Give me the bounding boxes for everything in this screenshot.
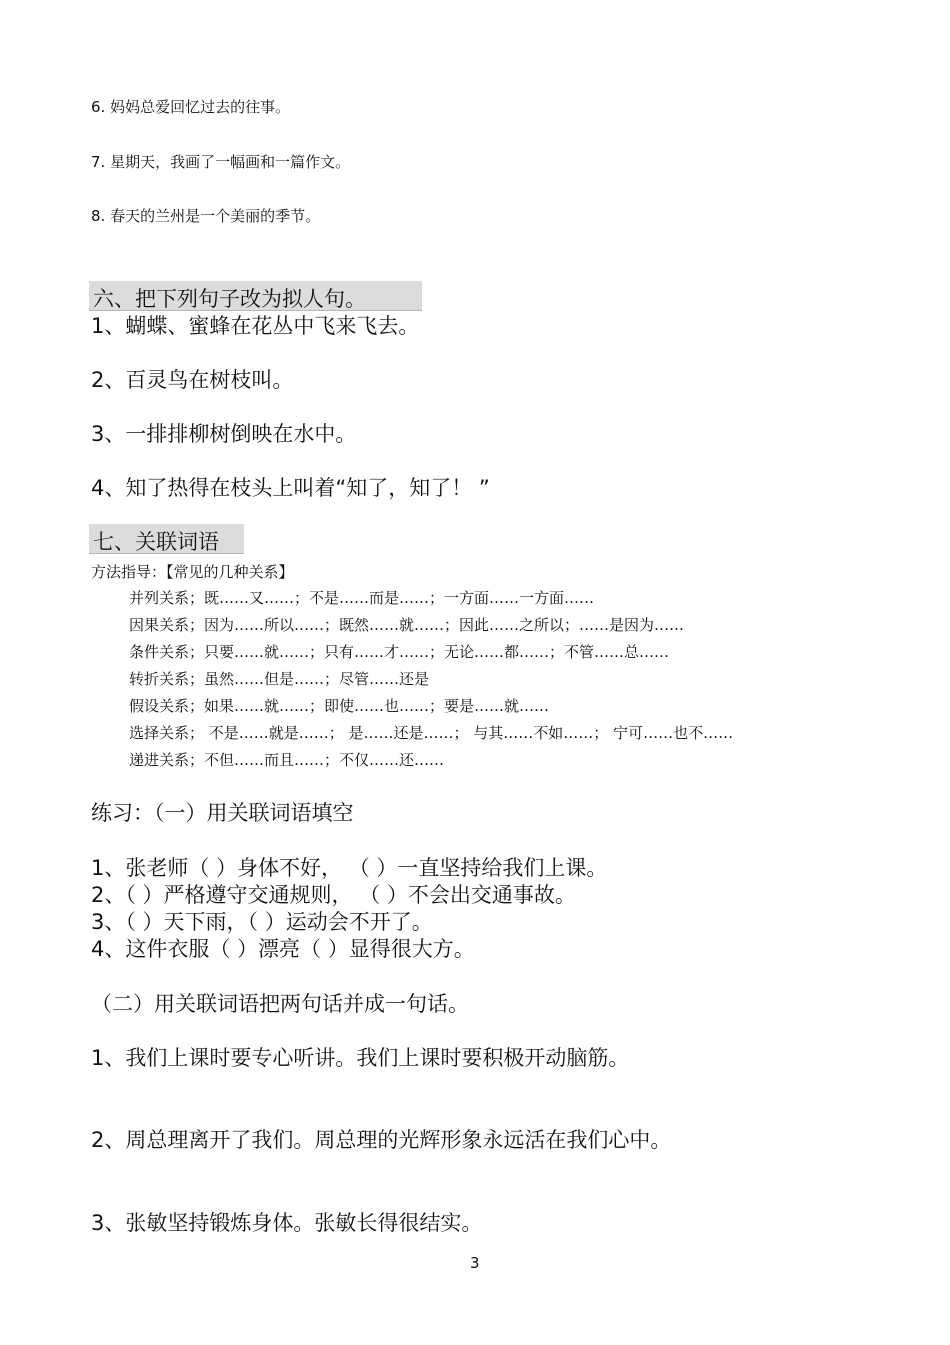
- fill-item-2: 2、（ ）严格遵守交通规则， （ ）不会出交通事故。: [91, 883, 576, 907]
- page-number: 3: [470, 1254, 480, 1272]
- exercise-item-7: 7. 星期天，我画了一幅画和一篇作文。: [91, 153, 351, 171]
- part-2-title: （二）用关联词语把两句话并成一句话。: [91, 992, 469, 1016]
- practice-title: 练习：（一）用关联词语填空: [91, 801, 354, 825]
- method-guide-title: 方法指导：【常见的几种关系】: [91, 563, 294, 581]
- combine-item-3: 3、张敏坚持锻炼身体。张敏长得很结实。: [91, 1211, 483, 1235]
- relation-condition: 条件关系；只要……就……；只有……才……；无论……都……；不管……总……: [129, 643, 670, 661]
- relation-choice: 选择关系； 不是……就是……； 是……还是……； 与其……不如……； 宁可……也不……: [129, 724, 734, 742]
- fill-item-3: 3、（ ）天下雨，（ ）运动会不开了。: [91, 910, 433, 934]
- fill-item-1: 1、张老师（ ）身体不好， （ ）一直坚持给我们上课。: [91, 856, 608, 880]
- relation-progressive: 递进关系；不但……而且……；不仅……还……: [129, 751, 445, 769]
- relation-contrast: 转折关系；虽然……但是……；尽管……还是: [129, 670, 430, 688]
- personification-item-4: 4、知了热得在枝头上叫着“知了，知了！ ”: [91, 476, 490, 500]
- section-7-heading: 七、关联词语: [89, 524, 244, 554]
- combine-item-2: 2、周总理离开了我们。周总理的光辉形象永远活在我们心中。: [91, 1128, 672, 1152]
- personification-item-3: 3、一排排柳树倒映在水中。: [91, 422, 357, 446]
- personification-item-2: 2、百灵鸟在树枝叫。: [91, 368, 294, 392]
- exercise-item-8: 8. 春天的兰州是一个美丽的季节。: [91, 207, 321, 225]
- relation-hypothesis: 假设关系；如果……就……；即使……也……；要是……就……: [129, 697, 550, 715]
- relation-parallel: 并列关系；既……又……；不是……而是……；一方面……一方面……: [129, 589, 595, 607]
- relation-cause-effect: 因果关系；因为……所以……；既然……就……；因此……之所以；……是因为……: [129, 616, 685, 634]
- section-6-heading: 六、把下列句子改为拟人句。: [89, 281, 422, 311]
- fill-item-4: 4、这件衣服（ ）漂亮（ ）显得很大方。: [91, 937, 475, 961]
- exercise-item-6: 6. 妈妈总爱回忆过去的往事。: [91, 98, 291, 116]
- combine-item-1: 1、我们上课时要专心听讲。我们上课时要积极开动脑筋。: [91, 1046, 630, 1070]
- personification-item-1: 1、蝴蝶、蜜蜂在花丛中飞来飞去。: [91, 314, 420, 338]
